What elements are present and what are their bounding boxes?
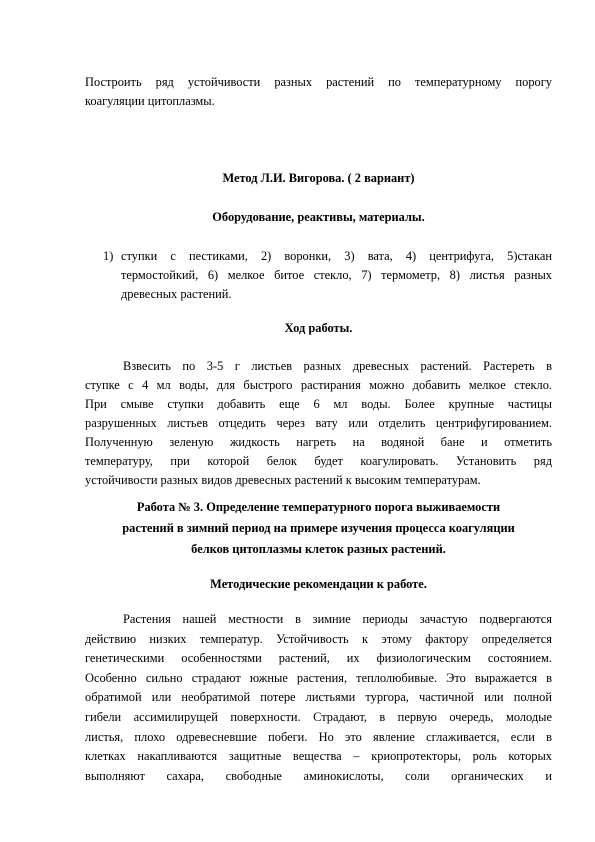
work3-title-line: белков цитоплазмы клеток разных растений.	[191, 542, 446, 556]
procedure-line: температуру, при которой белок будет коагулировать. Установить ряд	[85, 454, 552, 468]
procedure-title: Ход работы.	[284, 321, 353, 335]
recommendations-line: Растения нашей местности в зимние периоды зачастую подвергаются	[123, 612, 552, 626]
procedure-line: устойчивости разных видов древесных растений к высоким температурам.	[85, 473, 481, 487]
procedure-line: ступке с 4 мл воды, для быстрого растирания можно добавить мелкое стекло.	[85, 378, 552, 392]
recommendations-line: Особенно сильно страдают южные растения, теплолюбивые. Это выражается в	[85, 670, 552, 685]
intro-paragraph	[85, 73, 552, 111]
recommendations-line: гибели ассимилирущей поверхности. Страдают, в первую очередь, молодые	[85, 709, 552, 724]
procedure-paragraph	[85, 357, 552, 490]
equipment-line: термостойкий, 6) мелкое битое стекло, 7) термометр, 8) листья разных	[121, 268, 552, 282]
equipment-title: Оборудование, реактивы, материалы.	[212, 210, 425, 224]
work3-title-line: растений в зимний период на примере изучения процесса коагуляции	[122, 521, 515, 535]
equipment-line: ступки с пестиками, 2) воронки, 3) вата, 4) центрифуга, 5)стакан	[121, 249, 552, 263]
procedure-line: разрушенных листьев отцедить через вату или отделить центрифугированием.	[85, 416, 552, 430]
recommendations-line: листья, плохо одревесневшие побеги. Но это явление сглаживается, если в	[85, 729, 552, 744]
recommendations-line: обратимой или необратимой потере листьями тургора, частичной или полной	[85, 690, 552, 705]
procedure-line: При смыве ступки добавить еще 6 мл воды. Более крупные частицы	[85, 397, 552, 411]
intro-line: коагуляции цитоплазмы.	[85, 94, 215, 108]
list-number: 1)	[103, 249, 114, 263]
procedure-line: Полученную зеленую жидкость нагреть на водяной бане и отметить	[85, 435, 552, 449]
recommendations-line: генетическими особенностями растений, их физиологическим состоянием.	[85, 651, 552, 666]
procedure-line: Взвесить по 3-5 г листьев разных древесных растений. Растереть в	[123, 359, 552, 373]
recommendations-title: Методические рекомендации к работе.	[210, 577, 427, 591]
intro-line: Построить ряд устойчивости разных растений по температурному порогу	[85, 75, 552, 89]
work3-title	[85, 497, 552, 560]
equipment-list-item	[85, 247, 552, 304]
equipment-line: древесных растений.	[121, 287, 232, 301]
recommendations-line: выполняют сахара, свободные аминокислоты, соли органических и	[85, 768, 552, 783]
method-title: Метод Л.И. Вигорова. ( 2 вариант)	[222, 171, 415, 185]
work3-title-line: Работа № 3. Определение температурного порога выживаемости	[136, 500, 501, 514]
equipment-list	[85, 247, 552, 304]
recommendations-line: действию низких температур. Устойчивость к этому фактору определяется	[85, 631, 552, 646]
recommendations-paragraph	[85, 610, 552, 786]
recommendations-line: клетках накапливаются защитные вещества – криопротекторы, роль которых	[85, 749, 552, 764]
